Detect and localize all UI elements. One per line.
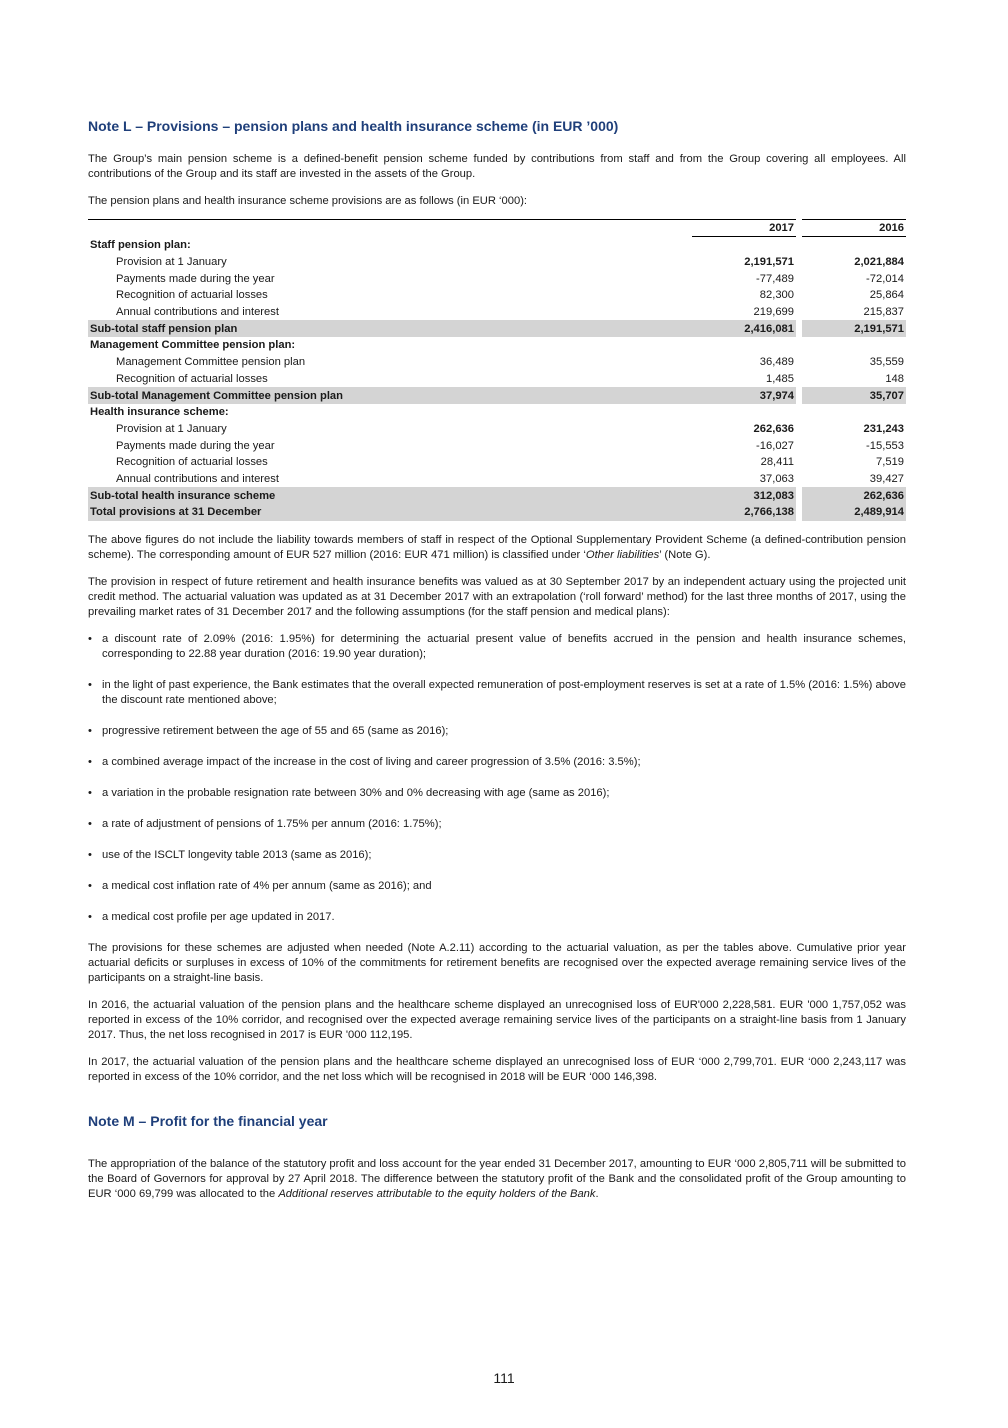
header-2016: 2016 bbox=[802, 220, 906, 237]
valuation-2016-paragraph: In 2016, the actuarial valuation of the pension plans and the healthcare scheme displayed an unrecognised loss of EUR'000 2,228,581. EUR '000 1,757,052 was reported in excess of the 10% corridor, and recognised over the expected average remaining service lives of the participants on a straight-line basis from 1 January 2017. Thus, the net loss recognised in 2017 is EUR '000 112,195. bbox=[88, 998, 906, 1041]
liability-paragraph bbox=[88, 533, 906, 563]
row-label: Recognition of actuarial losses bbox=[116, 289, 268, 302]
liability-text-b: ’ (Note G). bbox=[659, 548, 711, 561]
value-2016 bbox=[802, 337, 906, 354]
note-l-title: Note L – Provisions – pension plans and health insurance scheme (in EUR ’000) bbox=[88, 118, 619, 134]
note-m-text-italic: Additional reserves attributable to the equity holders of the Bank bbox=[278, 1187, 596, 1200]
header-label-cell bbox=[88, 220, 692, 237]
value-2017: 262,636 bbox=[753, 422, 794, 435]
value-2017: 28,411 bbox=[760, 456, 794, 469]
note-l-intro: The Group’s main pension scheme is a defined-benefit pension scheme funded by contributions from staff and from the Group covering all employees. All contributions of the Group and its staff are invested in the assets of the Group. bbox=[88, 153, 906, 180]
value-2016: 35,559 bbox=[869, 356, 904, 369]
table-row bbox=[88, 437, 906, 454]
subtotal-row bbox=[88, 320, 906, 337]
total-row bbox=[88, 504, 906, 521]
value-2016 bbox=[802, 404, 906, 421]
table-row bbox=[88, 354, 906, 371]
valuation-paragraph: The provision in respect of future retirement and health insurance benefits was valued as at 30 September 2017 by an independent actuary using the projected unit credit method. The actuarial valuation was updated as at 31 December 2017 with an extrapolation (‘roll forward’ method) for the last three months of 2017, using the prevailing market rates of 31 December 2017 and the following assumptions (for the staff pension and medical plans): bbox=[88, 575, 906, 618]
value-2017 bbox=[692, 237, 796, 254]
value-2017: 1,485 bbox=[766, 372, 794, 385]
note-m-text-a: The appropriation of the balance of the statutory profit and loss account for the year ended 31 December 2017, amounting to EUR ‘000 2,805,711 will be submitted to the Board of Governors for approval by 27 April 2018. The difference between the statutory profit of the Bank and the consolidated profit of the Group amounting to EUR ‘000 69,799 was allocated to the bbox=[88, 1157, 906, 1200]
row-label: Health insurance scheme: bbox=[90, 406, 229, 419]
value-2017: 219,699 bbox=[753, 306, 794, 319]
list-item: • a variation in the probable resignation rate between 30% and 0% decreasing with age (same as 2016); bbox=[88, 786, 906, 801]
note-m-title: Note M – Profit for the financial year bbox=[88, 1112, 328, 1129]
list-item: • a medical cost inflation rate of 4% per annum (same as 2016); and bbox=[88, 879, 906, 894]
value-2017 bbox=[692, 337, 796, 354]
list-item: • progressive retirement between the age of 55 and 65 (same as 2016); bbox=[88, 724, 906, 739]
list-item: • a discount rate of 2.09% (2016: 1.95%) for determining the actuarial present value of benefits accrued in the pension and health insurance schemes, corresponding to 22.88 year duration (2016: 19.90 year duration); bbox=[88, 632, 906, 662]
row-label: Annual contributions and interest bbox=[116, 306, 279, 319]
assumptions-list bbox=[88, 632, 906, 925]
row-label: Sub-total health insurance scheme bbox=[88, 487, 692, 504]
row-label: Payments made during the year bbox=[116, 272, 275, 285]
list-item: • a rate of adjustment of pensions of 1.75% per annum (2016: 1.75%); bbox=[88, 817, 906, 832]
table-row bbox=[88, 287, 906, 304]
value-2016: 148 bbox=[885, 372, 904, 385]
note-l-intro-table: The pension plans and health insurance scheme provisions are as follows (in EUR ‘000): bbox=[88, 195, 528, 207]
table-row bbox=[88, 454, 906, 471]
table-row bbox=[88, 237, 906, 254]
header-2017: 2017 bbox=[692, 220, 796, 237]
row-label: Management Committee pension plan: bbox=[90, 339, 296, 352]
value-2017: 37,974 bbox=[692, 387, 796, 404]
page-content bbox=[88, 118, 906, 1214]
value-2017: 2,766,138 bbox=[692, 504, 796, 521]
row-label: Payments made during the year bbox=[116, 439, 275, 452]
provisions-table bbox=[88, 219, 906, 521]
value-2016: 231,243 bbox=[863, 422, 904, 435]
adjustment-paragraph: The provisions for these schemes are adjusted when needed (Note A.2.11) according to the actuarial valuation, as per the tables above. Cumulative prior year actuarial deficits or surpluses in excess of 10% of the commitments for retirement benefits are recognised over the expected average remaining service lives of the participants on a straight-line basis. bbox=[88, 941, 906, 984]
value-2016 bbox=[802, 237, 906, 254]
row-label: Provision at 1 January bbox=[116, 422, 227, 435]
table-row bbox=[88, 304, 906, 321]
row-label: Provision at 1 January bbox=[116, 256, 227, 269]
value-2017: 2,416,081 bbox=[692, 320, 796, 337]
row-label: Sub-total staff pension plan bbox=[88, 320, 692, 337]
value-2017: -16,027 bbox=[756, 439, 794, 452]
value-2017: 36,489 bbox=[759, 356, 794, 369]
row-label: Management Committee pension plan bbox=[116, 356, 306, 369]
value-2016: 262,636 bbox=[802, 487, 906, 504]
note-m-text-b: . bbox=[595, 1187, 599, 1200]
row-label: Recognition of actuarial losses bbox=[116, 372, 268, 385]
liability-text-italic: Other liabilities bbox=[585, 548, 660, 561]
table-header-row bbox=[88, 220, 906, 237]
value-2016: 215,837 bbox=[863, 306, 904, 319]
value-2016: 2,021,884 bbox=[854, 256, 904, 269]
valuation-2017-paragraph: In 2017, the actuarial valuation of the pension plans and the healthcare scheme displayed an unrecognised loss of EUR ‘000 2,799,701. EUR ‘000 2,243,117 was reported in excess of the 10% corridor, and the net loss which will be recognised in 2018 will be EUR ‘000 146,398. bbox=[88, 1055, 906, 1083]
table-row bbox=[88, 371, 906, 388]
table-row bbox=[88, 404, 906, 421]
subtotal-row bbox=[88, 487, 906, 504]
value-2017: -77,489 bbox=[756, 272, 794, 285]
value-2016: -15,553 bbox=[866, 439, 904, 452]
value-2017: 2,191,571 bbox=[744, 256, 794, 269]
note-m-paragraph bbox=[88, 1157, 906, 1202]
value-2017 bbox=[692, 404, 796, 421]
subtotal-row bbox=[88, 387, 906, 404]
value-2016: 7,519 bbox=[876, 456, 904, 469]
row-label: Staff pension plan: bbox=[90, 239, 191, 252]
table-row bbox=[88, 337, 906, 354]
row-label: Sub-total Management Committee pension plan bbox=[88, 387, 692, 404]
value-2017: 37,063 bbox=[759, 472, 794, 485]
table-row bbox=[88, 270, 906, 287]
value-2016: 2,489,914 bbox=[802, 504, 906, 521]
table-row bbox=[88, 254, 906, 271]
row-label: Recognition of actuarial losses bbox=[116, 456, 268, 469]
value-2016: 25,864 bbox=[869, 289, 904, 302]
list-item: • a medical cost profile per age updated in 2017. bbox=[88, 910, 906, 925]
liability-text-a: The above figures do not include the liability towards members of staff in respect of the Optional Supplementary Provident Scheme (a defined-contribution pension scheme). The corresponding amount of EUR 527 million (2016: EUR 471 million) is classified under ‘ bbox=[88, 533, 906, 561]
list-item: • use of the ISCLT longevity table 2013 (same as 2016); bbox=[88, 848, 906, 863]
list-item: • a combined average impact of the increase in the cost of living and career progression of 3.5% (2016: 3.5%); bbox=[88, 755, 906, 770]
value-2016: 39,427 bbox=[869, 472, 904, 485]
row-label: Total provisions at 31 December bbox=[88, 504, 692, 521]
page-number: 111 bbox=[493, 1370, 515, 1386]
value-2016: 2,191,571 bbox=[802, 320, 906, 337]
value-2017: 82,300 bbox=[759, 289, 794, 302]
value-2017: 312,083 bbox=[692, 487, 796, 504]
value-2016: 35,707 bbox=[802, 387, 906, 404]
table-row bbox=[88, 471, 906, 488]
row-label: Annual contributions and interest bbox=[116, 472, 279, 485]
value-2016: -72,014 bbox=[866, 272, 904, 285]
list-item: • in the light of past experience, the Bank estimates that the overall expected remuneration of post-employment reserves is set at a rate of 1.5% (2016: 1.5%) above the discount rate mentioned above; bbox=[88, 678, 906, 708]
table-row bbox=[88, 421, 906, 438]
